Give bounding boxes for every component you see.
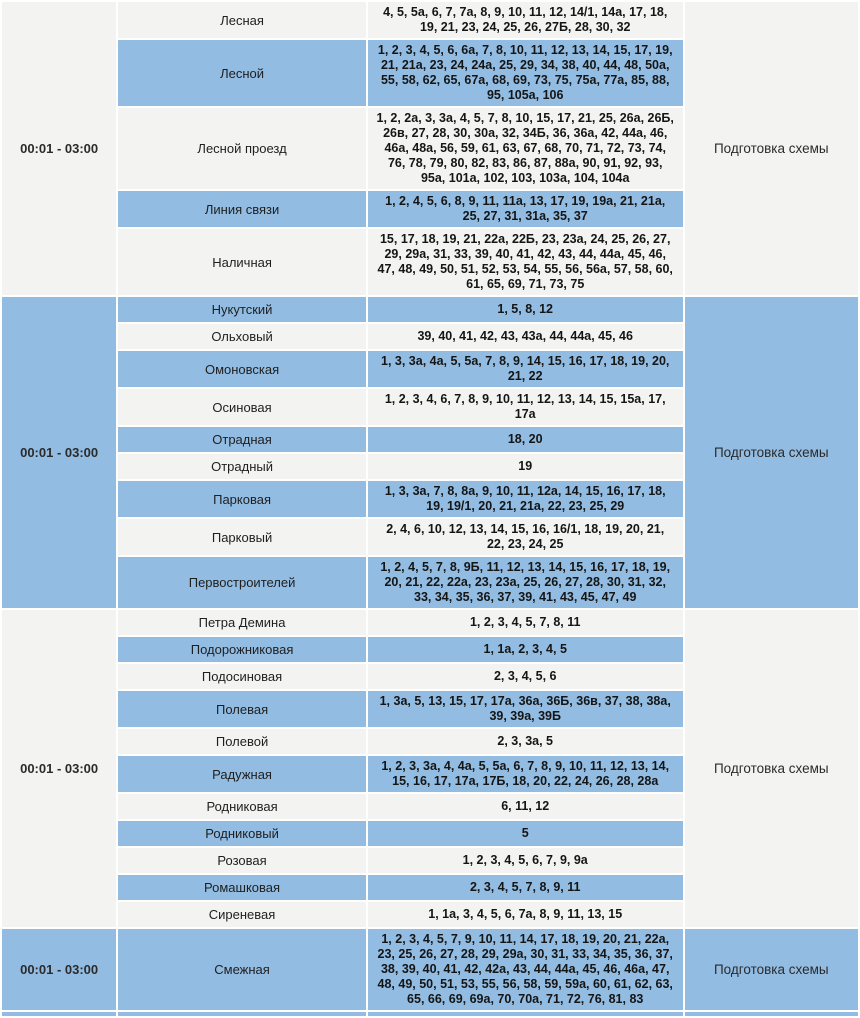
house-numbers-cell: 1, 5, 8, 12 — [368, 297, 683, 322]
cutoff-time-cell — [2, 1012, 116, 1016]
street-name-cell: Петра Демина — [118, 610, 366, 635]
time-range-cell: 00:01 - 03:00 — [2, 297, 116, 608]
cutoff-status-cell — [685, 1012, 858, 1016]
house-numbers-cell: 1, 2, 4, 5, 6, 8, 9, 11, 11а, 13, 17, 19, 19а, 21, 21а, 25, 27, 31, 31а, 35, 37 — [368, 191, 683, 227]
schedule-table-body — [2, 2, 858, 1016]
house-numbers-cell: 1, 3, 3а, 4а, 5, 5а, 7, 8, 9, 14, 15, 16, 17, 18, 19, 20, 21, 22 — [368, 351, 683, 387]
time-range-cell: 00:01 - 03:00 — [2, 2, 116, 295]
house-numbers-cell: 1, 2, 2а, 3, 3а, 4, 5, 7, 8, 10, 15, 17, 21, 25, 26а, 26Б, 26в, 27, 28, 30, 30а, 32, 34Б, 36, 36а, 42, 44а, 46, 46а, 48а, 56, 59, 61, 63, 67, 68, 70, 71, 72, 73, 74, 76, 78, 79, 80, 82, 83, 86, 87, 88а, 90, 91, 92, 93, 95а, 101а, 102, 103, 103а, 104, 104а — [368, 108, 683, 189]
house-numbers-cell: 39, 40, 41, 42, 43, 43а, 44, 44а, 45, 46 — [368, 324, 683, 349]
street-name-cell: Парковая — [118, 481, 366, 517]
street-name-cell: Омоновская — [118, 351, 366, 387]
street-name-cell: Парковый — [118, 519, 366, 555]
house-numbers-cell: 4, 5, 5а, 6, 7, 7а, 8, 9, 10, 11, 12, 14/1, 14а, 17, 18, 19, 21, 23, 24, 25, 26, 27Б, 28, 30, 32 — [368, 2, 683, 38]
street-name-cell: Нукутский — [118, 297, 366, 322]
house-numbers-cell: 1, 1а, 3, 4, 5, 6, 7а, 8, 9, 11, 13, 15 — [368, 902, 683, 927]
street-row — [2, 2, 858, 38]
status-cell: Подготовка схемы — [685, 2, 858, 295]
street-name-cell: Подосиновая — [118, 664, 366, 689]
house-numbers-cell: 2, 4, 6, 10, 12, 13, 14, 15, 16, 16/1, 18, 19, 20, 21, 22, 23, 24, 25 — [368, 519, 683, 555]
street-name-cell: Первостроителей — [118, 557, 366, 608]
house-numbers-cell: 1, 2, 3, 4, 5, 7, 8, 11 — [368, 610, 683, 635]
house-numbers-cell: 2, 3, 4, 5, 7, 8, 9, 11 — [368, 875, 683, 900]
house-numbers-cell: 1, 2, 3, 4, 6, 7, 8, 9, 10, 11, 12, 13, 14, 15, 15а, 17, 17а — [368, 389, 683, 425]
street-name-cell: Смежная — [118, 929, 366, 1010]
time-range-cell: 00:01 - 03:00 — [2, 929, 116, 1010]
house-numbers-cell: 1, 2, 3, 4, 5, 6, 6а, 7, 8, 10, 11, 12, 13, 14, 15, 17, 19, 21, 21а, 23, 24, 24а, 25, 29, 34, 38, 40, 44, 48, 50а, 55, 58, 62, 65, 67а, 68, 69, 73, 75, 75а, 77а, 85, 88, 95, 105а, 106 — [368, 40, 683, 106]
house-numbers-cell: 2, 3, 4, 5, 6 — [368, 664, 683, 689]
time-range-cell: 00:01 - 03:00 — [2, 610, 116, 927]
house-numbers-cell: 2, 3, 3а, 5 — [368, 729, 683, 754]
status-cell: Подготовка схемы — [685, 929, 858, 1010]
house-numbers-cell: 1, 3, 3а, 7, 8, 8а, 9, 10, 11, 12а, 14, 15, 16, 17, 18, 19, 19/1, 20, 21, 21а, 22, 23, 25, 29 — [368, 481, 683, 517]
house-numbers-cell: 19 — [368, 454, 683, 479]
house-numbers-cell: 18, 20 — [368, 427, 683, 452]
status-cell: Подготовка схемы — [685, 610, 858, 927]
street-name-cell: Родниковая — [118, 794, 366, 819]
house-numbers-cell: 1, 2, 3, 3а, 4, 4а, 5, 5а, 6, 7, 8, 9, 10, 11, 12, 13, 14, 15, 16, 17, 17а, 17Б, 18, 20, 22, 24, 26, 28, 28а — [368, 756, 683, 792]
street-name-cell: Ольховый — [118, 324, 366, 349]
street-name-cell: Полевая — [118, 691, 366, 727]
street-name-cell: Отрадный — [118, 454, 366, 479]
house-numbers-cell: 15, 17, 18, 19, 21, 22а, 22Б, 23, 23а, 24, 25, 26, 27, 29, 29а, 31, 33, 39, 40, 41, 42, 43, 44, 44а, 45, 46, 47, 48, 49, 50, 51, 52, 53, 54, 55, 56, 56а, 57, 58, 60, 61, 65, 69, 71, 73, 75 — [368, 229, 683, 295]
street-name-cell: Лесная — [118, 2, 366, 38]
cutoff-street-cell — [118, 1012, 366, 1016]
street-name-cell: Подорожниковая — [118, 637, 366, 662]
status-cell: Подготовка схемы — [685, 297, 858, 608]
house-numbers-cell: 1, 2, 4, 5, 7, 8, 9Б, 11, 12, 13, 14, 15, 16, 17, 18, 19, 20, 21, 22, 22а, 23, 23а, 25, 26, 27, 28, 30, 31, 32, 33, 34, 35, 36, 37, 39, 41, 43, 45, 47, 49 — [368, 557, 683, 608]
street-name-cell: Лесной проезд — [118, 108, 366, 189]
house-numbers-cell: 1, 2, 3, 4, 5, 7, 9, 10, 11, 14, 17, 18, 19, 20, 21, 22а, 23, 25, 26, 27, 28, 29, 29а, 30, 31, 33, 34, 35, 36, 37, 38, 39, 40, 41, 42, 42а, 43, 44, 44а, 45, 46, 46а, 47, 48, 49, 50, 51, 53, 55, 56, 58, 59, 59а, 60, 61, 62, 63, 65, 66, 69, 69а, 70, 70а, 71, 72, 76, 81, 83 — [368, 929, 683, 1010]
street-name-cell: Ромашковая — [118, 875, 366, 900]
street-name-cell: Линия связи — [118, 191, 366, 227]
street-name-cell: Розовая — [118, 848, 366, 873]
street-name-cell: Отрадная — [118, 427, 366, 452]
street-name-cell: Лесной — [118, 40, 366, 106]
house-numbers-cell: 5 — [368, 821, 683, 846]
street-name-cell: Родниковый — [118, 821, 366, 846]
street-name-cell: Сиреневая — [118, 902, 366, 927]
street-row — [2, 297, 858, 322]
street-name-cell: Наличная — [118, 229, 366, 295]
house-numbers-cell: 1, 1а, 2, 3, 4, 5 — [368, 637, 683, 662]
house-numbers-cell: 1, 3а, 5, 13, 15, 17, 17а, 36а, 36Б, 36в, 37, 38, 38а, 39, 39а, 39Б — [368, 691, 683, 727]
house-numbers-cell: 1, 2, 3, 4, 5, 6, 7, 9, 9а — [368, 848, 683, 873]
street-row — [2, 610, 858, 635]
street-name-cell: Радужная — [118, 756, 366, 792]
cutoff-partial-row — [2, 1012, 858, 1016]
cutoff-houses-cell — [368, 1012, 683, 1016]
street-name-cell: Полевой — [118, 729, 366, 754]
house-numbers-cell: 6, 11, 12 — [368, 794, 683, 819]
street-row — [2, 929, 858, 1010]
street-name-cell: Осиновая — [118, 389, 366, 425]
